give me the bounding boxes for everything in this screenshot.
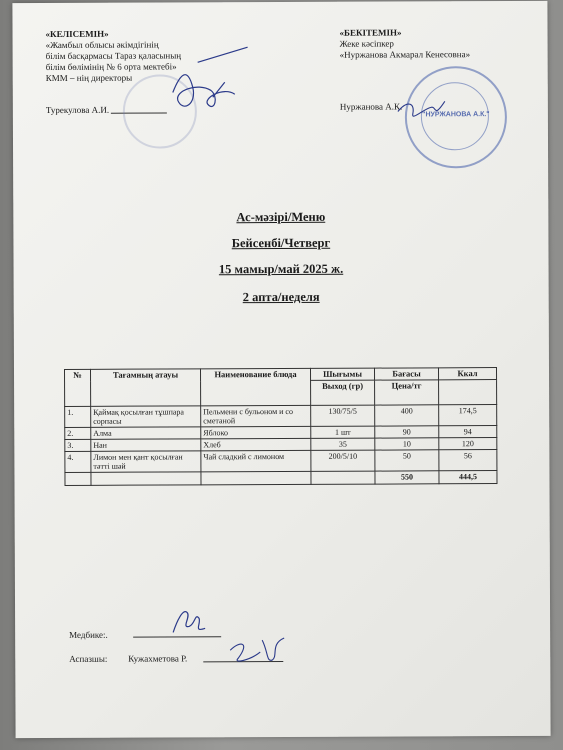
table-row — [65, 450, 497, 473]
document-page — [12, 1, 550, 738]
week-title: 2 апта/неделя — [242, 289, 320, 305]
menu-title: Ас-мәзірі/Меню — [236, 209, 326, 225]
cell-yield: 35 — [311, 438, 375, 450]
approve-left-title: «КЕЛІСЕМІН» — [45, 28, 109, 40]
cell-price: 400 — [375, 405, 439, 426]
left-signature — [153, 42, 253, 122]
table-total-row — [65, 471, 497, 486]
date-title: 15 мамыр/май 2025 ж. — [218, 261, 344, 277]
cell-price: 90 — [375, 426, 439, 438]
left-header-line: білім басқармасы Тараз қаласының — [45, 50, 182, 62]
header-name-ru: Наименование блюда — [200, 368, 310, 405]
menu-table — [64, 367, 498, 486]
header-name-kz: Тағамның атауы — [90, 369, 200, 406]
cell-yield: 1 шт — [311, 426, 375, 438]
cook-label: Аспазшы: — [69, 653, 108, 664]
cook-name: Кужахметова Р. — [128, 653, 188, 664]
header-kcal-empty — [439, 380, 497, 405]
cell-num: 2. — [65, 427, 91, 439]
cell-price: 50 — [375, 450, 439, 471]
left-header-line: «Жамбыл облысы әкімдігінің — [45, 39, 159, 51]
header-num: № — [64, 369, 90, 406]
total-kcal: 444,5 — [439, 471, 497, 484]
cell-kcal: 94 — [439, 426, 497, 438]
cell-name-ru: Яблоко — [201, 426, 311, 438]
header-price-kz: Бағасы — [374, 368, 438, 380]
cell-yield: 200/5/10 — [311, 450, 375, 471]
cell-name-kz: Лимон мен қант қосылған тәтті шәй — [91, 451, 201, 472]
nurse-signature — [165, 602, 215, 638]
header-yield-kz: Шығымы — [310, 368, 374, 380]
cell-kcal: 174,5 — [439, 405, 497, 426]
cell-name-kz: Нан — [91, 439, 201, 451]
cell-name-kz: Қаймақ қосылған тұшпара сорпасы — [91, 406, 201, 427]
header-kcal: Ккал — [438, 368, 496, 380]
header-price-ru: Цена/тг — [375, 380, 439, 405]
left-header-line: білім бөлімінің № 6 орта мектебі» — [45, 61, 177, 73]
cell-name-ru: Чай сладкий с лимоном — [201, 450, 311, 471]
left-signer-name: Турекулова А.И. — [45, 104, 110, 116]
cell-name-ru: Хлеб — [201, 438, 311, 450]
cell-kcal: 120 — [439, 438, 497, 450]
total-price: 550 — [375, 471, 439, 484]
header-yield-ru: Выход (гр) — [311, 380, 375, 405]
cell-price: 10 — [375, 438, 439, 450]
cook-signature — [220, 630, 290, 670]
cell-num: 1. — [65, 406, 91, 427]
left-header-line: КММ – нің директоры — [45, 72, 133, 84]
approve-right-title: «БЕКІТЕМІН» — [339, 27, 402, 38]
day-title: Бейсенбі/Четверг — [231, 235, 331, 251]
right-signature — [393, 89, 453, 129]
right-header-line: Жеке кәсіпкер — [339, 38, 394, 49]
right-header-line: «Нуржанова Акмарал Кенесовна» — [339, 49, 471, 60]
cell-yield: 130/75/5 — [311, 405, 375, 426]
nurse-label: Медбике:. — [69, 629, 108, 640]
cell-name-ru: Пельмени с бульоном и со сметаной — [201, 405, 311, 426]
cell-num: 4. — [65, 451, 91, 472]
cell-name-kz: Алма — [91, 427, 201, 439]
right-signer-name: Нуржанова А.К. — [339, 101, 403, 112]
stamp-text: "НУРЖАНОВА А.К." — [422, 111, 490, 119]
cell-kcal: 56 — [439, 450, 497, 471]
table-row — [65, 405, 497, 428]
cell-num: 3. — [65, 439, 91, 451]
